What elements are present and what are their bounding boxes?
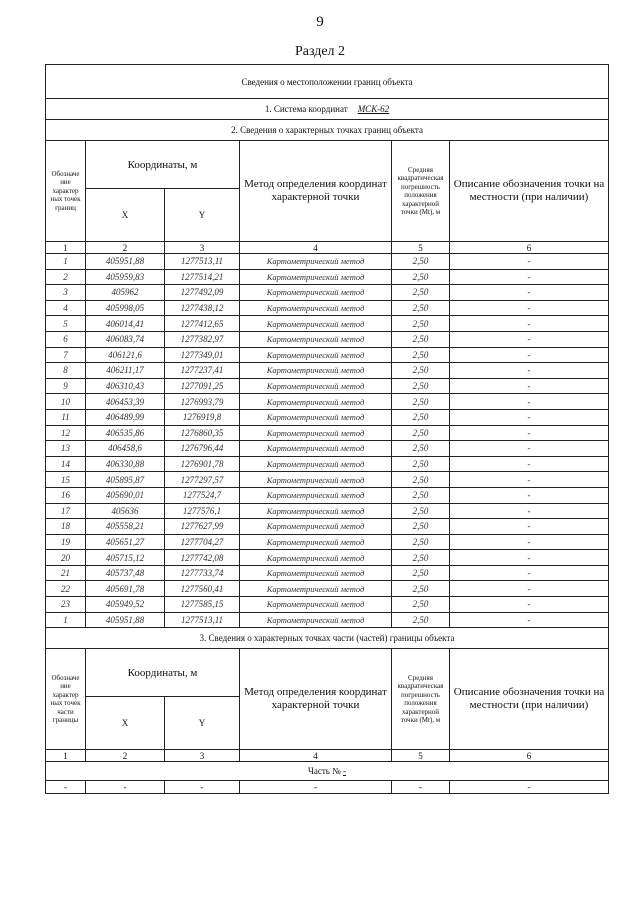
cell-coord-x: 406330,88 bbox=[86, 456, 165, 472]
header-x: X bbox=[86, 697, 165, 750]
coord-system-label: 1. Система координат bbox=[264, 104, 348, 114]
table-row bbox=[46, 441, 609, 457]
header-y: Y bbox=[165, 697, 240, 750]
part-value: - bbox=[343, 766, 346, 777]
cell-method: Картометрический метод bbox=[240, 519, 392, 535]
table-row bbox=[46, 781, 609, 794]
cell-description: - bbox=[450, 331, 609, 347]
cell-method: Картометрический метод bbox=[240, 550, 392, 566]
cell-description: - bbox=[450, 409, 609, 425]
column-number: 1 bbox=[46, 242, 86, 254]
cell-description: - bbox=[450, 378, 609, 394]
cell-dash: - bbox=[46, 781, 86, 794]
table-row bbox=[46, 425, 609, 441]
cell-mse: 2,50 bbox=[392, 519, 450, 535]
cell-coord-x: 405558,21 bbox=[86, 519, 165, 535]
cell-point-number: 15 bbox=[46, 472, 86, 488]
cell-coord-y: 1277576,1 bbox=[165, 503, 240, 519]
cell-mse: 2,50 bbox=[392, 472, 450, 488]
table-title: Сведения о местоположении границ объекта bbox=[46, 65, 609, 99]
table-row bbox=[46, 347, 609, 363]
cell-description: - bbox=[450, 394, 609, 410]
cell-coord-x: 405737,48 bbox=[86, 565, 165, 581]
cell-method: Картометрический метод bbox=[240, 409, 392, 425]
cell-coord-x: 405651,27 bbox=[86, 534, 165, 550]
cell-coord-x: 406535,86 bbox=[86, 425, 165, 441]
cell-coord-x: 405962 bbox=[86, 285, 165, 301]
cell-method: Картометрический метод bbox=[240, 472, 392, 488]
cell-coord-y: 1277382,97 bbox=[165, 331, 240, 347]
cell-method: Картометрический метод bbox=[240, 565, 392, 581]
cell-point-number: 1 bbox=[46, 612, 86, 628]
cell-coord-y: 1277524,7 bbox=[165, 487, 240, 503]
column-number: 2 bbox=[86, 750, 165, 762]
cell-description: - bbox=[450, 316, 609, 332]
cell-description: - bbox=[450, 472, 609, 488]
table-row bbox=[46, 534, 609, 550]
cell-mse: 2,50 bbox=[392, 550, 450, 566]
cell-method: Картометрический метод bbox=[240, 581, 392, 597]
column-number: 3 bbox=[165, 750, 240, 762]
cell-mse: 2,50 bbox=[392, 456, 450, 472]
cell-coord-x: 405951,88 bbox=[86, 254, 165, 270]
column-numbers-row bbox=[46, 750, 609, 762]
table-row bbox=[46, 378, 609, 394]
cell-point-number: 14 bbox=[46, 456, 86, 472]
cell-coord-y: 1277349,01 bbox=[165, 347, 240, 363]
header-mse: Средняя квадратическая погрешность положения характерной точки (Mt), м bbox=[392, 649, 450, 750]
header-y: Y bbox=[165, 189, 240, 242]
cell-dash: - bbox=[165, 781, 240, 794]
header-coords: Координаты, м bbox=[86, 141, 240, 189]
cell-coord-y: 1276993,79 bbox=[165, 394, 240, 410]
cell-method: Картометрический метод bbox=[240, 285, 392, 301]
cell-coord-x: 406121,6 bbox=[86, 347, 165, 363]
cell-coord-x: 406489,99 bbox=[86, 409, 165, 425]
cell-method: Картометрический метод bbox=[240, 269, 392, 285]
cell-description: - bbox=[450, 550, 609, 566]
table-row bbox=[46, 394, 609, 410]
cell-description: - bbox=[450, 519, 609, 535]
cell-coord-y: 1276796,44 bbox=[165, 441, 240, 457]
cell-description: - bbox=[450, 269, 609, 285]
cell-description: - bbox=[450, 534, 609, 550]
table-row bbox=[46, 456, 609, 472]
cell-point-number: 21 bbox=[46, 565, 86, 581]
cell-point-number: 12 bbox=[46, 425, 86, 441]
cell-coord-y: 1277297,57 bbox=[165, 472, 240, 488]
column-number: 6 bbox=[450, 750, 609, 762]
cell-coord-y: 1277412,65 bbox=[165, 316, 240, 332]
coord-system-value: МСК-62 bbox=[357, 104, 390, 114]
cell-mse: 2,50 bbox=[392, 378, 450, 394]
cell-coord-x: 405959,83 bbox=[86, 269, 165, 285]
table-row bbox=[46, 254, 609, 270]
column-number: 2 bbox=[86, 242, 165, 254]
header-coords: Координаты, м bbox=[86, 649, 240, 697]
header-method: Метод определения координат характерной точки bbox=[240, 649, 392, 750]
cell-mse: 2,50 bbox=[392, 316, 450, 332]
table-row bbox=[46, 269, 609, 285]
cell-coord-x: 405715,12 bbox=[86, 550, 165, 566]
cell-method: Картометрический метод bbox=[240, 441, 392, 457]
header-desc: Описание обозначения точки на местности (при наличии) bbox=[450, 141, 609, 242]
cell-coord-y: 1276919,8 bbox=[165, 409, 240, 425]
cell-method: Картометрический метод bbox=[240, 347, 392, 363]
cell-description: - bbox=[450, 363, 609, 379]
cell-mse: 2,50 bbox=[392, 581, 450, 597]
cell-description: - bbox=[450, 597, 609, 613]
cell-coord-x: 406310,43 bbox=[86, 378, 165, 394]
cell-point-number: 17 bbox=[46, 503, 86, 519]
cell-description: - bbox=[450, 285, 609, 301]
cell-point-number: 18 bbox=[46, 519, 86, 535]
cell-method: Картометрический метод bbox=[240, 612, 392, 628]
cell-method: Картометрический метод bbox=[240, 456, 392, 472]
cell-description: - bbox=[450, 425, 609, 441]
cell-method: Картометрический метод bbox=[240, 300, 392, 316]
cell-coord-x: 406083,74 bbox=[86, 331, 165, 347]
section-3-title: 3. Сведения о характерных точках части (частей) границы объекта bbox=[46, 628, 609, 649]
cell-coord-x: 406014,41 bbox=[86, 316, 165, 332]
column-number: 5 bbox=[392, 242, 450, 254]
header-point-name-part: Обозначе ние характер ных точек части границы bbox=[46, 649, 86, 750]
cell-coord-y: 1276860,35 bbox=[165, 425, 240, 441]
cell-mse: 2,50 bbox=[392, 441, 450, 457]
cell-point-number: 2 bbox=[46, 269, 86, 285]
cell-description: - bbox=[450, 487, 609, 503]
cell-point-number: 19 bbox=[46, 534, 86, 550]
section-title: Раздел 2 bbox=[294, 44, 346, 59]
header-mse: Средняя квадратическая погрешность положения характерной точки (Mt), м bbox=[392, 141, 450, 242]
cell-method: Картометрический метод bbox=[240, 316, 392, 332]
boundary-table bbox=[45, 64, 609, 794]
cell-coord-y: 1277492,09 bbox=[165, 285, 240, 301]
cell-method: Картометрический метод bbox=[240, 394, 392, 410]
cell-coord-y: 1277560,41 bbox=[165, 581, 240, 597]
cell-coord-x: 405949,52 bbox=[86, 597, 165, 613]
cell-point-number: 7 bbox=[46, 347, 86, 363]
table-row bbox=[46, 316, 609, 332]
cell-coord-y: 1277627,99 bbox=[165, 519, 240, 535]
header-method: Метод определения координат характерной точки bbox=[240, 141, 392, 242]
cell-point-number: 10 bbox=[46, 394, 86, 410]
cell-description: - bbox=[450, 612, 609, 628]
cell-coord-y: 1277742,08 bbox=[165, 550, 240, 566]
page-number: 9 bbox=[316, 14, 324, 30]
table-row bbox=[46, 519, 609, 535]
table-row bbox=[46, 487, 609, 503]
cell-method: Картометрический метод bbox=[240, 503, 392, 519]
cell-method: Картометрический метод bbox=[240, 425, 392, 441]
cell-coord-x: 405895,87 bbox=[86, 472, 165, 488]
table-row bbox=[46, 581, 609, 597]
cell-dash: - bbox=[450, 781, 609, 794]
cell-mse: 2,50 bbox=[392, 409, 450, 425]
header-desc: Описание обозначения точки на местности (при наличии) bbox=[450, 649, 609, 750]
table-row bbox=[46, 300, 609, 316]
cell-mse: 2,50 bbox=[392, 331, 450, 347]
column-number: 5 bbox=[392, 750, 450, 762]
cell-coord-y: 1277091,25 bbox=[165, 378, 240, 394]
cell-coord-x: 406453,39 bbox=[86, 394, 165, 410]
cell-coord-y: 1277585,15 bbox=[165, 597, 240, 613]
cell-point-number: 13 bbox=[46, 441, 86, 457]
cell-coord-x: 405691,78 bbox=[86, 581, 165, 597]
cell-description: - bbox=[450, 441, 609, 457]
cell-mse: 2,50 bbox=[392, 612, 450, 628]
cell-point-number: 4 bbox=[46, 300, 86, 316]
cell-point-number: 22 bbox=[46, 581, 86, 597]
cell-point-number: 5 bbox=[46, 316, 86, 332]
cell-mse: 2,50 bbox=[392, 300, 450, 316]
cell-coord-x: 406458,6 bbox=[86, 441, 165, 457]
cell-point-number: 16 bbox=[46, 487, 86, 503]
header-x: X bbox=[86, 189, 165, 242]
table-row bbox=[46, 285, 609, 301]
cell-description: - bbox=[450, 581, 609, 597]
cell-coord-y: 1277733,74 bbox=[165, 565, 240, 581]
cell-point-number: 8 bbox=[46, 363, 86, 379]
cell-point-number: 1 bbox=[46, 254, 86, 270]
coord-system-row bbox=[46, 99, 609, 120]
cell-description: - bbox=[450, 565, 609, 581]
cell-coord-y: 1277438,12 bbox=[165, 300, 240, 316]
cell-method: Картометрический метод bbox=[240, 363, 392, 379]
cell-point-number: 9 bbox=[46, 378, 86, 394]
cell-coord-y: 1277514,21 bbox=[165, 269, 240, 285]
cell-mse: 2,50 bbox=[392, 503, 450, 519]
column-number: 1 bbox=[46, 750, 86, 762]
cell-mse: 2,50 bbox=[392, 394, 450, 410]
cell-mse: 2,50 bbox=[392, 565, 450, 581]
cell-method: Картометрический метод bbox=[240, 534, 392, 550]
cell-description: - bbox=[450, 456, 609, 472]
cell-dash: - bbox=[240, 781, 392, 794]
cell-mse: 2,50 bbox=[392, 487, 450, 503]
column-number: 4 bbox=[240, 750, 392, 762]
section-2-title: 2. Сведения о характерных точках границ объекта bbox=[46, 120, 609, 141]
cell-mse: 2,50 bbox=[392, 254, 450, 270]
cell-coord-y: 1276901,78 bbox=[165, 456, 240, 472]
cell-coord-x: 406211,17 bbox=[86, 363, 165, 379]
table-row bbox=[46, 550, 609, 566]
cell-coord-y: 1277513,11 bbox=[165, 612, 240, 628]
table-row bbox=[46, 503, 609, 519]
cell-point-number: 23 bbox=[46, 597, 86, 613]
cell-coord-x: 405690,01 bbox=[86, 487, 165, 503]
cell-dash: - bbox=[86, 781, 165, 794]
table-row bbox=[46, 409, 609, 425]
cell-mse: 2,50 bbox=[392, 285, 450, 301]
cell-mse: 2,50 bbox=[392, 425, 450, 441]
table-row bbox=[46, 472, 609, 488]
column-number: 4 bbox=[240, 242, 392, 254]
part-row bbox=[46, 762, 609, 781]
table-row bbox=[46, 612, 609, 628]
cell-method: Картометрический метод bbox=[240, 597, 392, 613]
cell-method: Картометрический метод bbox=[240, 254, 392, 270]
cell-mse: 2,50 bbox=[392, 347, 450, 363]
table-row bbox=[46, 363, 609, 379]
cell-description: - bbox=[450, 254, 609, 270]
column-number: 6 bbox=[450, 242, 609, 254]
cell-description: - bbox=[450, 347, 609, 363]
cell-mse: 2,50 bbox=[392, 269, 450, 285]
cell-point-number: 3 bbox=[46, 285, 86, 301]
header-point-name: Обозначе ние характер ных точек границ bbox=[46, 141, 86, 242]
table-row bbox=[46, 597, 609, 613]
cell-description: - bbox=[450, 503, 609, 519]
cell-coord-x: 405998,05 bbox=[86, 300, 165, 316]
cell-coord-y: 1277704,27 bbox=[165, 534, 240, 550]
cell-coord-x: 405636 bbox=[86, 503, 165, 519]
cell-method: Картометрический метод bbox=[240, 378, 392, 394]
cell-coord-x: 405951,88 bbox=[86, 612, 165, 628]
cell-point-number: 6 bbox=[46, 331, 86, 347]
cell-method: Картометрический метод bbox=[240, 487, 392, 503]
cell-mse: 2,50 bbox=[392, 363, 450, 379]
cell-coord-y: 1277513,11 bbox=[165, 254, 240, 270]
cell-dash: - bbox=[392, 781, 450, 794]
cell-mse: 2,50 bbox=[392, 534, 450, 550]
cell-method: Картометрический метод bbox=[240, 331, 392, 347]
column-numbers-row bbox=[46, 242, 609, 254]
part-label: Часть № bbox=[308, 766, 341, 777]
column-number: 3 bbox=[165, 242, 240, 254]
cell-coord-y: 1277237,41 bbox=[165, 363, 240, 379]
cell-description: - bbox=[450, 300, 609, 316]
cell-point-number: 11 bbox=[46, 409, 86, 425]
cell-mse: 2,50 bbox=[392, 597, 450, 613]
table-row bbox=[46, 331, 609, 347]
table-row bbox=[46, 565, 609, 581]
cell-point-number: 20 bbox=[46, 550, 86, 566]
